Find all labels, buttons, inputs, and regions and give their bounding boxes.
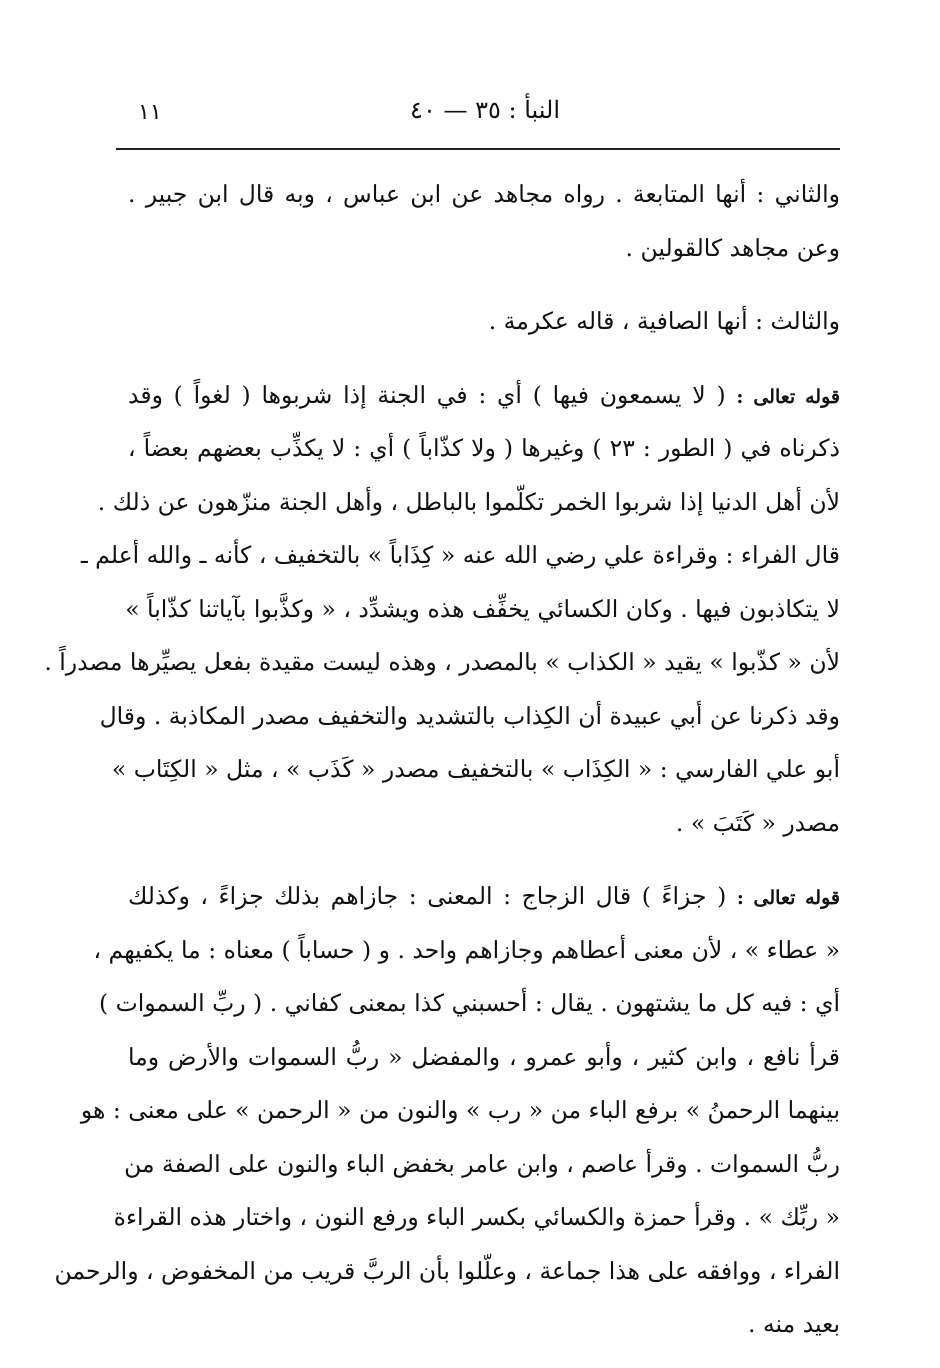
paragraph [44, 369, 840, 851]
text-line [124, 1138, 840, 1192]
running-title: النبأ : ٣٥ — ٤٠ [410, 96, 560, 124]
text-line [125, 583, 840, 637]
line-text: والثالث : أنها الصافية ، قاله عكرمة . [488, 307, 840, 335]
paragraph [128, 168, 840, 275]
line-text: أبو علي الفارسي : « الكِذَاب » بالتخفيف مصدر « كَذَب » ، مثل « الكِتَاب » [111, 755, 840, 783]
line-text: بينهما الرحمنُ » برفع الباء من « رب » والنون من « الرحمن » على معنى : هو [80, 1096, 840, 1124]
verse-lead: قوله تعالى : [736, 385, 840, 408]
line-text: لا يتكاذبون فيها . وكان الكسائي يخفِّف هذه ويشدِّد ، « وكذَّبوا بآياتنا كذّاباً » [125, 594, 840, 623]
text-line [128, 870, 840, 924]
line-text: وقد ذكرنا عن أبي عبيدة أن الكِذاب بالتشديد والتخفيف مصدر المكاذبة . وقال [99, 701, 840, 730]
line-text: ربُّ السموات . وقرأ عاصم ، وابن عامر بخفض الباء والنون على الصفة من [124, 1149, 840, 1178]
text-line [54, 1245, 840, 1299]
line-text: قرأ نافع ، وابن كثير ، وأبو عمرو ، والمفضل « ربُّ السموات والأرض وما [128, 1042, 840, 1071]
line-text: مصدر « كَتَبَ » . [675, 808, 840, 837]
text-line [113, 1191, 840, 1245]
text-line [128, 422, 840, 476]
paragraph-gap [128, 275, 840, 295]
line-text: والثاني : أنها المتابعة . رواه مجاهد عن ابن عباس ، وبه قال ابن جبير . [128, 180, 840, 208]
text-line [80, 1084, 840, 1138]
paragraph [128, 295, 840, 349]
line-text: « عطاء » ، لأن معنى أعطاهم وجازاهم واحد . و ( حساباً ) معناه : ما يكفيهم ، [93, 935, 840, 964]
paragraph [54, 870, 840, 1352]
text-line [128, 1031, 840, 1085]
paragraph-gap [128, 349, 840, 369]
line-text: أي : فيه كل ما يشتهون . يقال : أحسبني كذا بمعنى كفاني . ( ربِّ السموات ) [98, 989, 840, 1017]
line-text: بعيد منه . [748, 1310, 840, 1338]
line-text: قال الفراء : وقراءة علي رضي الله عنه « كِذَاباً » بالتخفيف ، كأنه ـ والله أعلم ـ [80, 541, 840, 569]
text-line [111, 743, 840, 797]
page-body [44, 168, 840, 1352]
text-line [93, 924, 840, 978]
text-line [97, 476, 840, 530]
text-line [128, 1298, 840, 1352]
line-text: لأن أهل الدنيا إذا شربوا الخمر تكلّموا بالباطل ، وأهل الجنة منزّهون عن ذلك . [97, 487, 840, 516]
line-text: وعن مجاهد كالقولين . [625, 233, 840, 262]
text-line [128, 295, 840, 349]
line-text: لأن « كذّبوا » يقيد « الكذاب » بالمصدر ، وهذه ليست مقيدة بفعل يصيِّرها مصدراً . [44, 648, 840, 676]
line-text: ( لا يسمعون فيها ) أي : في الجنة إذا شربوها ( لغواً ) وقد [128, 380, 737, 409]
line-text: ذكرناه في ( الطور : ٢٣ ) وغيرها ( ولا كذّاباً ) أي : لا يكذِّب بعضهم بعضاً ، [128, 434, 840, 462]
line-text: ( جزاءً ) قال الزجاج : المعنى : جازاهم بذلك جزاءً ، وكذلك [128, 882, 737, 910]
text-line [128, 369, 840, 423]
text-line [99, 690, 840, 744]
text-line [98, 977, 840, 1031]
header-divider [116, 148, 840, 150]
paragraph-gap [128, 850, 840, 870]
line-text: الفراء ، ووافقه على هذا جماعة ، وعلّلوا بأن الربَّ قريب من المخفوض ، والرحمن [54, 1256, 840, 1285]
text-line [44, 636, 840, 690]
line-text: « ربِّك » . وقرأ حمزة والكسائي بكسر الباء ورفع النون ، واختار هذه القراءة [113, 1203, 840, 1231]
text-line [128, 222, 840, 276]
text-line [80, 529, 840, 583]
verse-lead: قوله تعالى : [736, 887, 840, 909]
page-number: ١١ [138, 100, 162, 125]
page-header [116, 96, 840, 136]
text-line [128, 168, 840, 222]
text-line [128, 797, 840, 851]
